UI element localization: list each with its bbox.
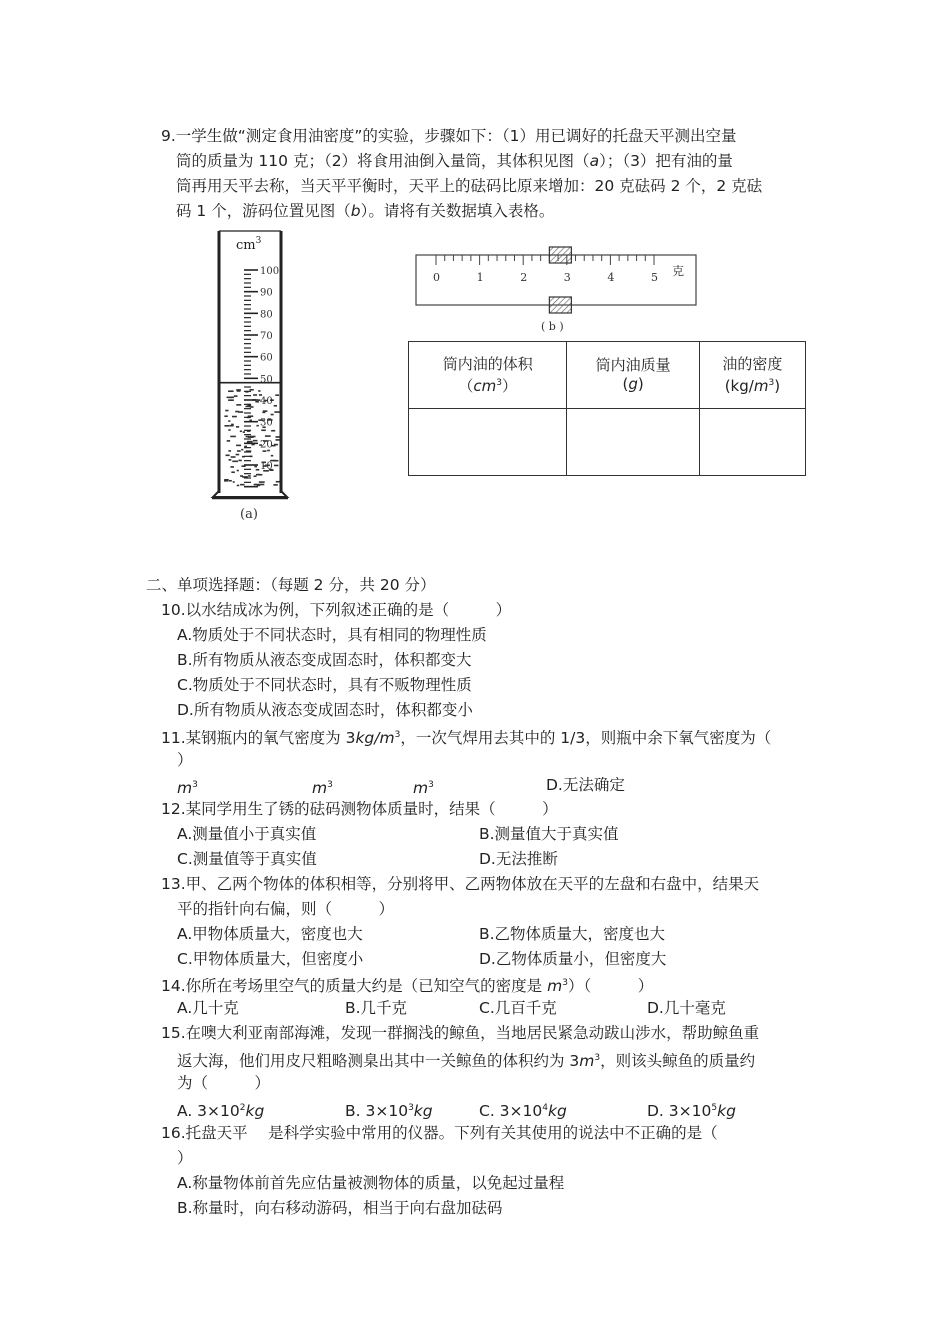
oil-speckle (261, 429, 266, 431)
oil-speckle (236, 445, 241, 447)
q14-stem: 14.你所在考场里空气的质量大约是（已知空气的密度是 $m^3$）（ ） (161, 977, 654, 996)
oil-speckle (228, 450, 231, 452)
rider-bottom (549, 297, 571, 313)
oil-speckle (228, 459, 231, 461)
q11-stem: 11.某钢瓶内的氧气密度为 $3kg/m^3$，一次气焊用去其中的 1/3，则瓶中余下氧气密度为（ (161, 729, 772, 748)
oil-speckle (228, 399, 234, 401)
oil-speckle (240, 484, 244, 486)
q11-option-c[interactable]: $m^3$ (413, 779, 434, 798)
q16-stem-line1: 16.托盘天平 是科学实验中常用的仪器。下列有关其使用的说法中不正确的是（ (161, 1124, 718, 1142)
q12-option-b[interactable]: B.测量值大于真实值 (479, 825, 619, 843)
oil-speckle (258, 474, 262, 476)
oil-speckle (244, 446, 247, 448)
q15-stem-line3: 为（ ） (177, 1074, 271, 1092)
oil-speckle (276, 439, 281, 441)
oil-speckle (263, 450, 267, 452)
oil-speckle (246, 436, 250, 438)
oil-speckle (234, 395, 238, 397)
oil-speckle (250, 406, 254, 408)
oil-speckle (274, 411, 280, 413)
oil-speckle (230, 397, 234, 399)
oil-speckle (248, 475, 251, 477)
q15-option-c[interactable]: C. $3\times 10^4kg$ (479, 1102, 567, 1121)
q15-stem-line2: 返大海，他们用皮尺粗略测臬出其中一关鲸鱼的体积约为 $3m^3$，则该头鲸鱼的质量约 (177, 1052, 756, 1071)
oil-speckle (230, 436, 236, 438)
cylinder-tick-label: 10 (260, 461, 273, 472)
rider-scale-figure (410, 243, 705, 338)
cylinder-tick-label: 70 (260, 331, 273, 342)
q9-line1: 9.一学生做“测定食用油密度”的实验，步骤如下：（1）用已调好的托盘天平测出空量 (161, 127, 737, 145)
rider-tick-label: 4 (607, 271, 615, 284)
oil-speckle (247, 441, 253, 443)
oil-speckle (240, 430, 242, 432)
q16-option-b[interactable]: B.称量时，向右移动游码，相当于向右盘加砝码 (177, 1199, 503, 1217)
oil-speckle (274, 405, 277, 407)
oil-speckle (265, 435, 271, 437)
q16-option-a[interactable]: A.称量物体前首先应估量被测物体的质量，以免起过量程 (177, 1174, 565, 1192)
oil-speckle (229, 480, 232, 482)
oil-speckle (259, 481, 265, 483)
oil-speckle (253, 440, 258, 442)
q12-stem: 12.某同学用生了锈的砝码测物体质量时，结果（ ） (161, 800, 558, 818)
oil-speckle (250, 389, 254, 391)
q13-stem-line2: 平的指针向右偏，则（ ） (177, 900, 395, 918)
oil-speckle (236, 404, 241, 406)
data-table (408, 341, 806, 476)
oil-speckle (224, 479, 228, 481)
oil-speckle (273, 484, 277, 486)
q10-option-b[interactable]: B.所有物质从液态变成固态时，体积都变大 (177, 651, 472, 669)
oil-speckle (235, 411, 239, 413)
rider-scale-ticks (433, 255, 658, 284)
oil-speckle (237, 470, 239, 472)
oil-speckle (225, 410, 228, 412)
measuring-cylinder-figure (200, 225, 310, 525)
table-cell-mass[interactable] (567, 409, 699, 476)
oil-speckle (237, 485, 239, 487)
oil-speckle (228, 390, 234, 392)
q14-option-b[interactable]: B.几千克 (345, 999, 408, 1017)
q12-option-d[interactable]: D.无法推断 (479, 850, 558, 868)
q11-option-d[interactable]: D.无法确定 (546, 776, 625, 794)
table-header-density: 油的密度 $(kg/m^3)$ (699, 342, 805, 409)
cylinder-tick-label: 90 (260, 287, 273, 299)
oil-speckle (238, 460, 241, 462)
q10-stem: 10.以水结成冰为例，下列叙述正确的是（ ） (161, 601, 512, 619)
table-header-mass: 筒内油质量 (g) (567, 342, 699, 409)
oil-speckle (228, 429, 230, 431)
oil-speckle (230, 425, 234, 427)
q9-line3: 筒再用天平去称，当天平平衡时，天平上的砝码比原来增加：20 克砝码 2 个，2 克砝 (176, 177, 763, 195)
rider-tick-label: 3 (563, 271, 571, 284)
q14-option-c[interactable]: C.几百千克 (479, 999, 557, 1017)
q13-option-b[interactable]: B.乙物体质量大，密度也大 (479, 925, 666, 943)
q15-stem-line1: 15.在噢大利亚南部海滩，发现一群搁浅的鲸鱼，当地居民紧急动跋山涉水，帮助鲸鱼重 (161, 1024, 760, 1042)
rider-top (549, 247, 571, 263)
oil-speckle (236, 389, 241, 391)
oil-speckle (259, 484, 264, 486)
table-cell-volume[interactable] (409, 409, 567, 476)
q15-option-a[interactable]: A. $3\times 10^2kg$ (177, 1102, 265, 1121)
q10-option-d[interactable]: D.所有物质从液态变成固态时，体积都变小 (177, 701, 473, 719)
q9-line2: 筒的质量为 110 克；（2）将食用油倒入量筒，其体积见图（a）；（3）把有油的量 (176, 152, 733, 170)
oil-speckle (230, 466, 234, 468)
q16-stem-line2: ） (177, 1149, 193, 1167)
oil-speckle (254, 466, 257, 468)
oil-speckle (231, 456, 236, 458)
oil-speckle (275, 436, 280, 438)
oil-speckle (275, 394, 279, 396)
q13-option-c[interactable]: C.甲物体质量大，但密度小 (177, 950, 364, 968)
oil-speckle (241, 449, 243, 451)
q12-option-a[interactable]: A.测量值小于真实值 (177, 825, 317, 843)
rider-caption: ( b ) (541, 320, 564, 333)
oil-speckle (232, 416, 237, 418)
q15-option-b[interactable]: B. $3\times 10^3kg$ (345, 1102, 433, 1121)
oil-speckle (226, 455, 230, 457)
rider-tick-label: 2 (520, 271, 528, 284)
oil-speckle (228, 420, 230, 422)
oil-speckle (262, 412, 265, 414)
q11-stem-close: ） (177, 751, 193, 769)
rider-tick-label: 1 (476, 271, 484, 284)
table-header-volume: 筒内油的体积 $(cm^3)$ (409, 342, 567, 409)
oil-speckle (254, 475, 257, 477)
oil-speckle (271, 414, 274, 416)
oil-speckle (238, 411, 243, 413)
oil-speckle (271, 430, 275, 432)
section-heading: 二、单项选择题：（每题 2 分，共 20 分） (146, 576, 436, 594)
oil-speckle (273, 460, 278, 462)
q15-option-d[interactable]: D. $3\times 10^5kg$ (647, 1102, 736, 1121)
oil-speckle (274, 465, 278, 467)
oil-speckle (256, 425, 258, 427)
oil-speckle (256, 469, 260, 471)
cylinder-tick-label: 50 (260, 374, 273, 386)
oil-speckle (236, 426, 239, 428)
table-cell-density[interactable] (699, 409, 805, 476)
cylinder-caption: (a) (240, 507, 258, 522)
rider-tick-label: 0 (433, 271, 440, 284)
oil-speckle (253, 394, 257, 396)
oil-speckle (224, 415, 227, 417)
oil-speckle (243, 431, 245, 433)
cylinder-unit-label: $cm^3$ (236, 236, 262, 253)
rider-scale-unit: 克 (672, 264, 685, 278)
q11-option-a[interactable]: $m^3$ (177, 779, 198, 798)
oil-speckle (255, 401, 259, 403)
oil-speckle (271, 455, 273, 457)
q11-option-b[interactable]: $m^3$ (312, 779, 333, 798)
rider-tick-label: 5 (651, 271, 658, 284)
oil-speckle (237, 450, 241, 452)
q14-option-a[interactable]: A.几十克 (177, 999, 239, 1017)
cylinder-tick-label: 60 (260, 352, 273, 364)
oil-speckle (231, 471, 235, 473)
cylinder-tick-label: 30 (260, 417, 273, 429)
oil-speckle (258, 390, 260, 392)
cylinder-tick-label: 20 (260, 439, 273, 451)
q13-option-d[interactable]: D.乙物体质量小，但密度大 (479, 950, 667, 968)
oil-speckle (240, 475, 243, 477)
q14-option-d[interactable]: D.几十毫克 (647, 999, 726, 1017)
oil-speckle (236, 454, 240, 456)
q9-line4: 码 1 个，游码位置见图（b）。请将有关数据填入表格。 (176, 202, 555, 220)
oil-speckle (232, 461, 238, 463)
cylinder-tick-label: 40 (260, 396, 273, 407)
q13-option-a[interactable]: A.甲物体质量大，密度也大 (177, 925, 363, 943)
oil-speckle (224, 425, 229, 427)
oil-speckle (233, 481, 235, 483)
cylinder-tick-label: 100 (260, 266, 280, 277)
cylinder-tick-label: 80 (260, 309, 273, 321)
q12-option-c[interactable]: C.测量值等于真实值 (177, 850, 317, 868)
oil-speckle (227, 440, 230, 442)
q10-option-a[interactable]: A.物质处于不同状态时，具有相同的物理性质 (177, 626, 487, 644)
q13-stem-line1: 13.甲、乙两个物体的体积相等，分别将甲、乙两物体放在天平的左盘和右盘中，结果天 (161, 875, 760, 893)
q10-option-c[interactable]: C.物质处于不同状态时，具有不贩物理性质 (177, 676, 472, 694)
